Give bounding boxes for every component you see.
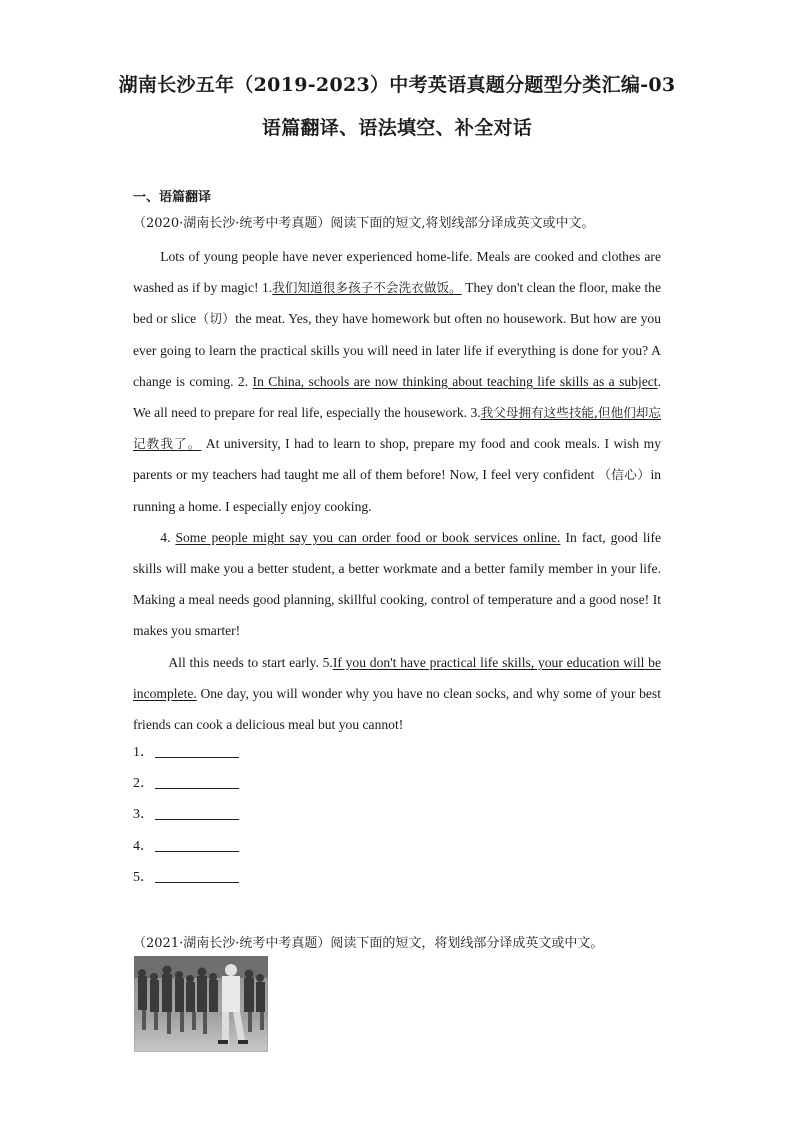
passage-text: （切） (196, 311, 236, 327)
answer-number: 2． (133, 776, 154, 792)
underlined-sentence: 我父母拥有这些技能,但他们却忘记教我了。 (133, 405, 661, 452)
passage-paragraph (133, 522, 661, 647)
answer-blank[interactable] (155, 772, 239, 789)
passage-paragraph (133, 241, 661, 522)
passage-text: All this needs to start early. 5. (168, 654, 333, 670)
answer-number: 5． (133, 869, 154, 885)
answer-blank[interactable] (155, 803, 239, 820)
passage-text: in running a home. I especially enjoy cooking. (133, 467, 662, 514)
answer-line (133, 741, 239, 772)
underlined-sentence: 我们知道很多孩子不会洗衣做饭。 (272, 280, 462, 296)
passage-photo (134, 956, 268, 1052)
answer-line (133, 835, 239, 866)
passage-text: At university, I had to learn to shop, prepare my food and cook meals. I wish my parents or my teachers had taught me all of them before! Now, I feel very confident (133, 436, 662, 483)
soldiers-photo-icon (134, 956, 268, 1052)
passage-text: One day, you will wonder why you have no clean socks, and why some of your best friends can cook a delicious meal but you cannot! (133, 685, 661, 733)
reading-passage (133, 241, 661, 740)
underlined-sentence: In China, schools are now thinking about teaching life skills as a subject (252, 373, 658, 389)
passage-paragraph (133, 647, 661, 741)
answer-blank[interactable] (155, 835, 239, 852)
document-title: 湖南长沙五年（2019-2023）中考英语真题分题型分类汇编-03 (118, 74, 676, 96)
answer-line (133, 803, 239, 834)
passage-text: the meat. Yes, they have homework but often no housework. But how are you ever going to learn the practical skills you will need in later life if everything is done for you? A change is coming. 2. (133, 311, 661, 389)
answer-number: 1． (133, 745, 154, 760)
passage-text: 4. (160, 529, 176, 545)
question-source: （2020·湖南长沙·统考中考真题）阅读下面的短文,将划线部分译成英文或中文。 (133, 216, 595, 231)
passage-text: . We all need to prepare for real life, especially the housework. 3. (133, 373, 661, 421)
passage-text: Lots of young people have never experienced home-life. Meals are cooked and clothes are washed as if by magic! 1. (133, 249, 661, 296)
section-heading: 一、语篇翻译 (133, 190, 212, 205)
passage-text: （信心） (598, 467, 651, 483)
passage-text: In fact, good life skills will make you a better student, a better workmate and a better family member in your life. Making a meal needs good planning, skillful cooking, control of temperature and a good nose! It makes you smarter! (133, 529, 662, 639)
answer-number: 4． (133, 838, 154, 854)
answer-line (133, 772, 239, 803)
question-source-2: （2021·湖南长沙·统考中考真题）阅读下面的短文，将划线部分译成英文或中文。 (133, 936, 604, 951)
underlined-sentence: If you don't have practical life skills, your education will be incomplete. (133, 654, 661, 701)
answer-blank[interactable] (155, 741, 239, 758)
passage-text: They don't clean the floor, make the bed or slice (133, 280, 661, 327)
answer-number: 3． (133, 807, 154, 823)
answer-blank[interactable] (155, 866, 239, 883)
answer-blanks (133, 741, 239, 897)
document-subtitle: 语篇翻译、语法填空、补全对话 (261, 117, 533, 139)
underlined-sentence: Some people might say you can order food or book services online. (175, 529, 561, 545)
answer-line (133, 866, 239, 897)
